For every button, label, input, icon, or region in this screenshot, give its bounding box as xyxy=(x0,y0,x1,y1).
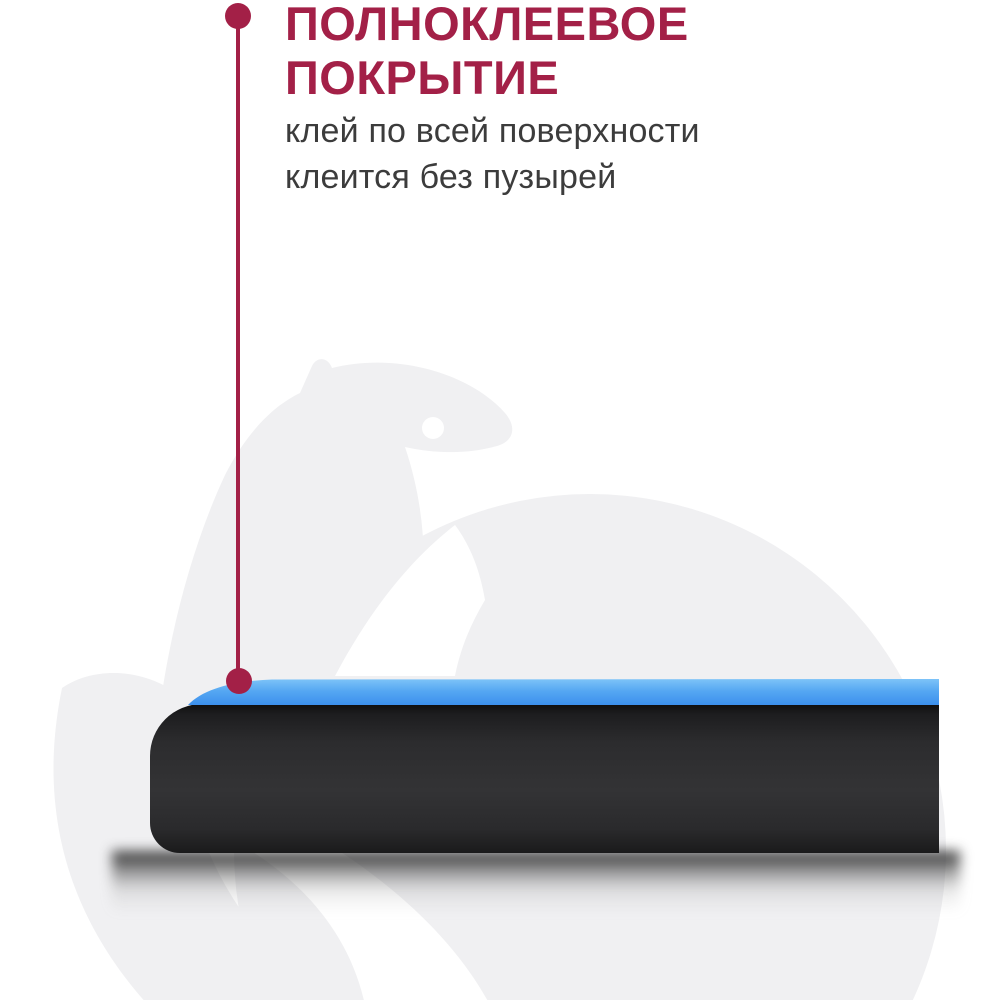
phone-body xyxy=(150,704,939,853)
watermark-eye-icon xyxy=(422,417,444,439)
callout-description xyxy=(285,108,700,200)
callout-leader-line xyxy=(236,16,240,682)
description-line-1: клей по всей поверхности xyxy=(285,112,700,150)
heading-line-2: ПОКРЫТИЕ xyxy=(285,51,560,104)
callout-dot-end-icon xyxy=(226,668,252,694)
callout-dot-top-icon xyxy=(225,3,251,29)
callout-heading xyxy=(285,0,689,105)
device-shadow xyxy=(112,851,960,913)
heading-line-1: ПОЛНОКЛЕЕВОЕ xyxy=(285,0,689,50)
description-line-2: клеится без пузырей xyxy=(285,158,617,196)
